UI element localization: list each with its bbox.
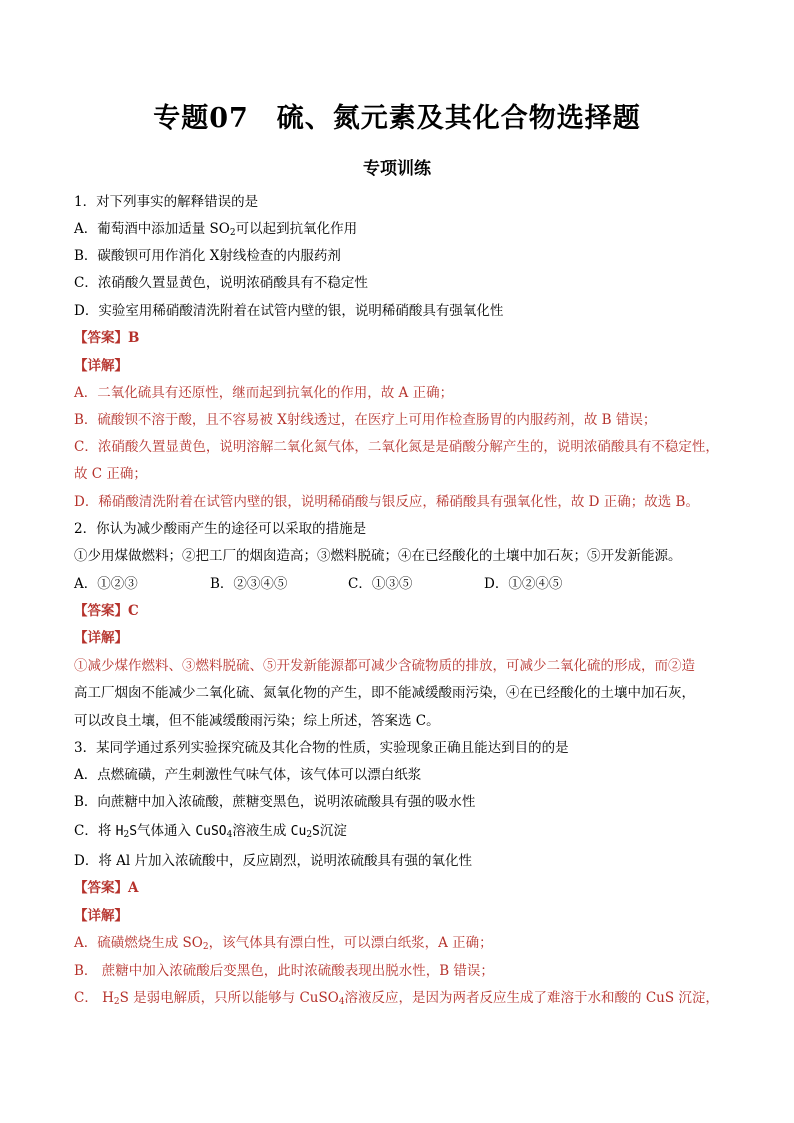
page-subtitle: 专项训练	[363, 159, 431, 179]
q1-explain-c: C．浓硝酸久置显黄色，说明溶解二氧化氮气体，二氧化氮是是硝酸分解产生的，说明浓硝酸具有不稳定性，	[74, 439, 719, 455]
q2-detail-label: 【详解】	[74, 630, 128, 646]
q2-explain-3: 可以改良土壤，但不能减缓酸雨污染；综上所述，答案选 C。	[74, 713, 440, 729]
q1-option-a: A．葡萄酒中添加适量 $SO_2$可以起到抗氧化作用	[74, 221, 358, 238]
q2-explain-2: 高工厂烟囱不能减少二氧化硫、氮氧化物的产生，即不能减缓酸雨污染，④在已经酸化的土壤中加石灰，	[74, 685, 695, 701]
q2-option-a: A．①②③	[74, 576, 138, 592]
q3-explain-b: B． 蔗糖中加入浓硫酸后变黑色，此时浓硫酸表现出脱水性，B 错误；	[74, 963, 494, 979]
q2-items: ①少用煤做燃料；②把工厂的烟囱造高；③燃料脱硫；④在已经酸化的土壤中加石灰；⑤开发新能源。	[74, 548, 682, 564]
q1-explain-a: A．二氧化硫具有还原性，继而起到抗氧化的作用，故 A 正确；	[74, 385, 454, 401]
q1-detail-label: 【详解】	[74, 358, 128, 374]
q1-option-b: B．碳酸钡可用作消化 X射线检查的内服药剂	[74, 248, 341, 264]
q3-detail-label: 【详解】	[74, 908, 128, 924]
q2-options	[74, 575, 562, 593]
page-title: 专题07 硫、氮元素及其化合物选择题	[153, 103, 641, 134]
q3-explain-c: C． $H_2S$ 是弱电解质，只所以能够与 CuSO$_4$溶液反应，是因为两者反应生成了难溶于水和酸的 CuS 沉淀，	[74, 990, 719, 1007]
q2-option-d: D．①②④⑤	[484, 576, 563, 592]
q2-option-b: B．②③④⑤	[210, 576, 288, 592]
q1-answer: 【答案】B	[74, 330, 140, 346]
q2-option-c: C．①③⑤	[348, 576, 413, 592]
q3-answer: 【答案】A	[74, 880, 139, 896]
q3-explain-a: A．硫磺燃烧生成 $SO_2$，该气体具有漂白性，可以漂白纸浆，A 正确；	[74, 935, 493, 952]
q2-explain-1: ①减少煤作燃料、③燃料脱硫、⑤开发新能源都可减少含硫物质的排放，可减少二氧化硫的形成，而②造	[74, 658, 695, 674]
q1-explain-b: B．硫酸钡不溶于酸，且不容易被 X射线透过，在医疗上可用作检查肠胃的内服药剂，故 B 错误；	[74, 412, 657, 428]
q1-option-c: C．浓硝酸久置显黄色，说明浓硝酸具有不稳定性	[74, 275, 368, 291]
q3-option-a: A．点燃硫磺，产生刺激性气味气体，该气体可以漂白纸浆	[74, 767, 422, 783]
q3-option-b: B．向蔗糖中加入浓硫酸，蔗糖变黑色，说明浓硫酸具有强的吸水性	[74, 794, 476, 810]
q1-stem: 1．对下列事实的解释错误的是	[74, 194, 259, 210]
q1-explain-d: D．稀硝酸清洗附着在试管内壁的银，说明稀硝酸与银反应，稀硝酸具有强氧化性，故 D 正确；故选 B。	[74, 494, 699, 510]
q2-answer: 【答案】C	[74, 603, 139, 619]
q3-stem: 3．某同学通过系列实验探究硫及其化合物的性质，实验现象正确且能达到目的的是	[74, 740, 569, 756]
q1-explain-c-cont: 故 C 正确；	[74, 466, 147, 482]
q1-option-d: D．实验室用稀硝酸清洗附着在试管内壁的银，说明稀硝酸具有强氧化性	[74, 303, 504, 319]
q3-option-c: C．将 $H_2S$气体通入 CuSO$_4$溶液生成 $Cu_2S$沉淀	[74, 823, 347, 840]
q3-option-d: D．将 Al 片加入浓硫酸中，反应剧烈，说明浓硫酸具有强的氧化性	[74, 853, 472, 869]
q2-stem: 2．你认为减少酸雨产生的途径可以采取的措施是	[74, 521, 367, 537]
